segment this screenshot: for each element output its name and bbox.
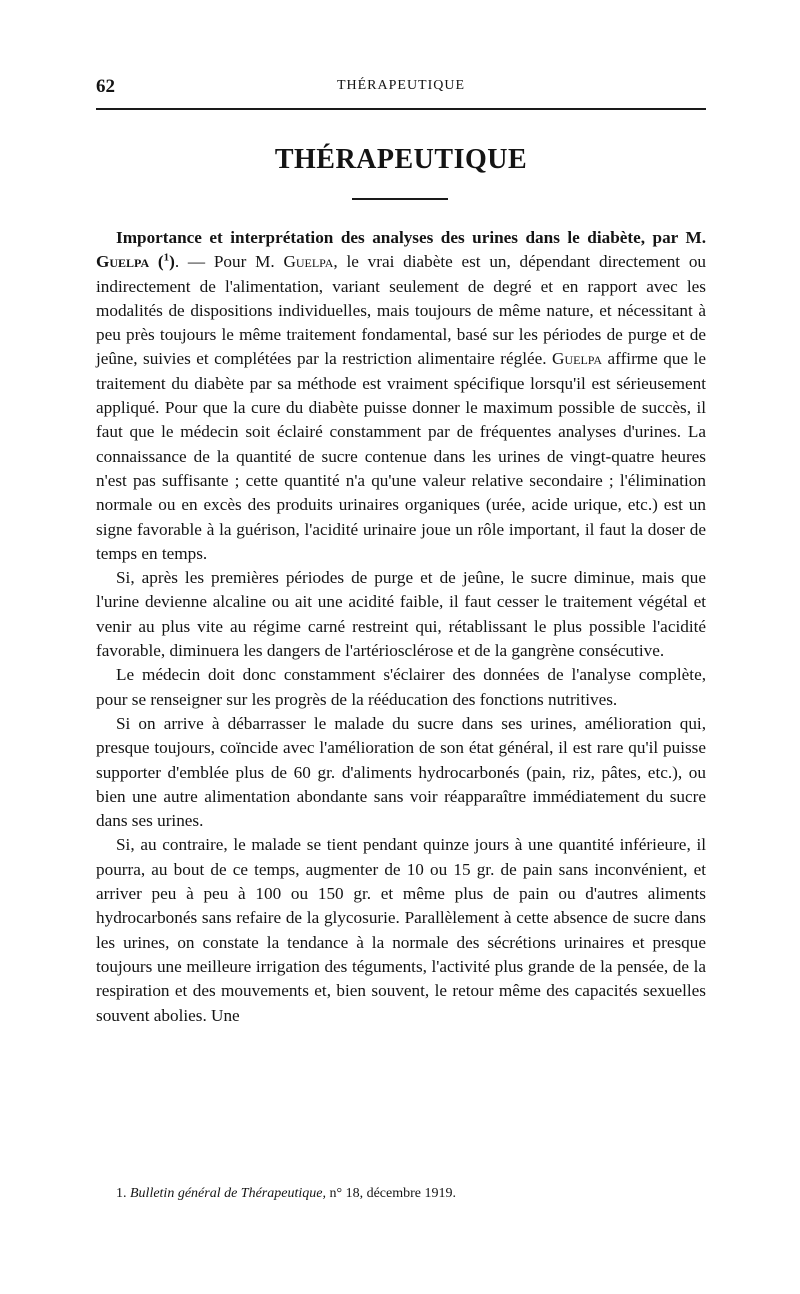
paragraph-1-part-a: . — Pour M.: [174, 252, 275, 272]
header-rule: [96, 108, 706, 110]
paragraph-2: Si, après les premières périodes de purge et de jeûne, le sucre diminue, mais que l'urine devienne alcaline ou ait une acidité faible, il faut cesser le traitement végétal et venir au plus vite au régime carné restreint qui, rétablissant le plus possible l'acidité favorable, diminuera les dangers de l'artériosclérose et de la gangrène consécutive.: [96, 568, 706, 661]
paragraph-1-author: Guelpa: [283, 252, 334, 272]
footnote-details: n° 18, décembre 1919.: [329, 1186, 456, 1201]
footnote-source: Bulletin général de Thérapeutique,: [130, 1186, 326, 1201]
paragraph-1: [96, 226, 706, 566]
heading-author: Guelpa: [96, 252, 150, 272]
footnote-number: 1.: [116, 1186, 127, 1201]
footnote-reference: 1: [163, 251, 170, 264]
paragraph-5: Si, au contraire, le malade se tient pendant quinze jours à une quantité inférieure, il pourra, au bout de ce temps, augmenter de 10 ou 15 gr. de pain sans inconvénient, et arriver peu à peu à 100 ou 150 gr. et même plus de pain ou d'autres aliments hydrocarbonés sans refaire de la glycosurie. Parallèlement à cette absence de sucre dans les urines, on constate la tendance à la normale des sécrétions urinaires et presque toujours une meilleure irrigation des téguments, l'activité plus grande de la pensée, de la respiration et des mouvements et, bien souvent, le retour même des capacités sexuelles souvent abolies. Une: [96, 835, 706, 1025]
section-title: THÉRAPEUTIQUE: [274, 144, 528, 175]
running-header: [96, 74, 706, 104]
paragraph-1-part-b: , le vrai diabète est un, dépendant directement ou indirectement de l'alimentation, variant seulement de degré et en rapport avec les modalités de dispositions individuelles, mais toujours de même nature, et nécessitant à peu près toujours le même traitement fondamental, basé sur les périodes de purge et de jeûne, suivies et complétées par la restriction alimentaire réglée.: [96, 252, 707, 369]
paragraph-4: Si on arrive à débarrasser le malade du sucre dans ses urines, amélioration qui, presque toujours, coïncide avec l'amélioration de son état général, il est rare qu'il puisse supporter d'emblée plus de 60 gr. d'aliments hydrocarbonés (pain, riz, pâtes, etc.), ou bien une autre alimentation abondante sans voir réapparaître immédiatement du sucre dans ses urines.: [96, 713, 706, 831]
article-heading: Importance et interprétation des analyses des urines dans le diabète, par M. Guelpa ($^1$): [96, 228, 706, 272]
footnote: [116, 1186, 706, 1202]
paragraph-3: Le médecin doit donc constamment s'éclairer des données de l'analyse complète, pour se renseigner sur les progrès de la rééducation des fonctions nutritives.: [96, 665, 706, 709]
article-body: [96, 226, 706, 1028]
title-rule: [352, 198, 448, 200]
running-title: THÉRAPEUTIQUE: [336, 78, 466, 93]
article-heading-text: Importance et interprétation des analyses des urines dans le diabète, par M.: [116, 228, 706, 247]
paragraph-1-part-c: affirme que le traitement du diabète par sa méthode est vraiment spécifique lorsqu'il est sérieusement appliqué. Pour que la cure du diabète puisse donner le maximum possible de succès, il faut que le médecin soit éclairé constamment par de fréquentes analyses d'urines. La connaissance de la quantité de sucre contenue dans les urines de vingt-quatre heures n'est pas suffisante ; cette quantité n'a qu'une valeur relative secondaire ; l'élimination normale ou en excès des produits urinaires organiques (urée, acide urique, etc.) est un signe favorable à la guérison, l'acidité urinaire joue un rôle important, il faut la doser de temps en temps.: [96, 349, 707, 563]
page-number: 62: [96, 76, 115, 97]
paragraph-1-author-2: Guelpa: [552, 349, 603, 369]
